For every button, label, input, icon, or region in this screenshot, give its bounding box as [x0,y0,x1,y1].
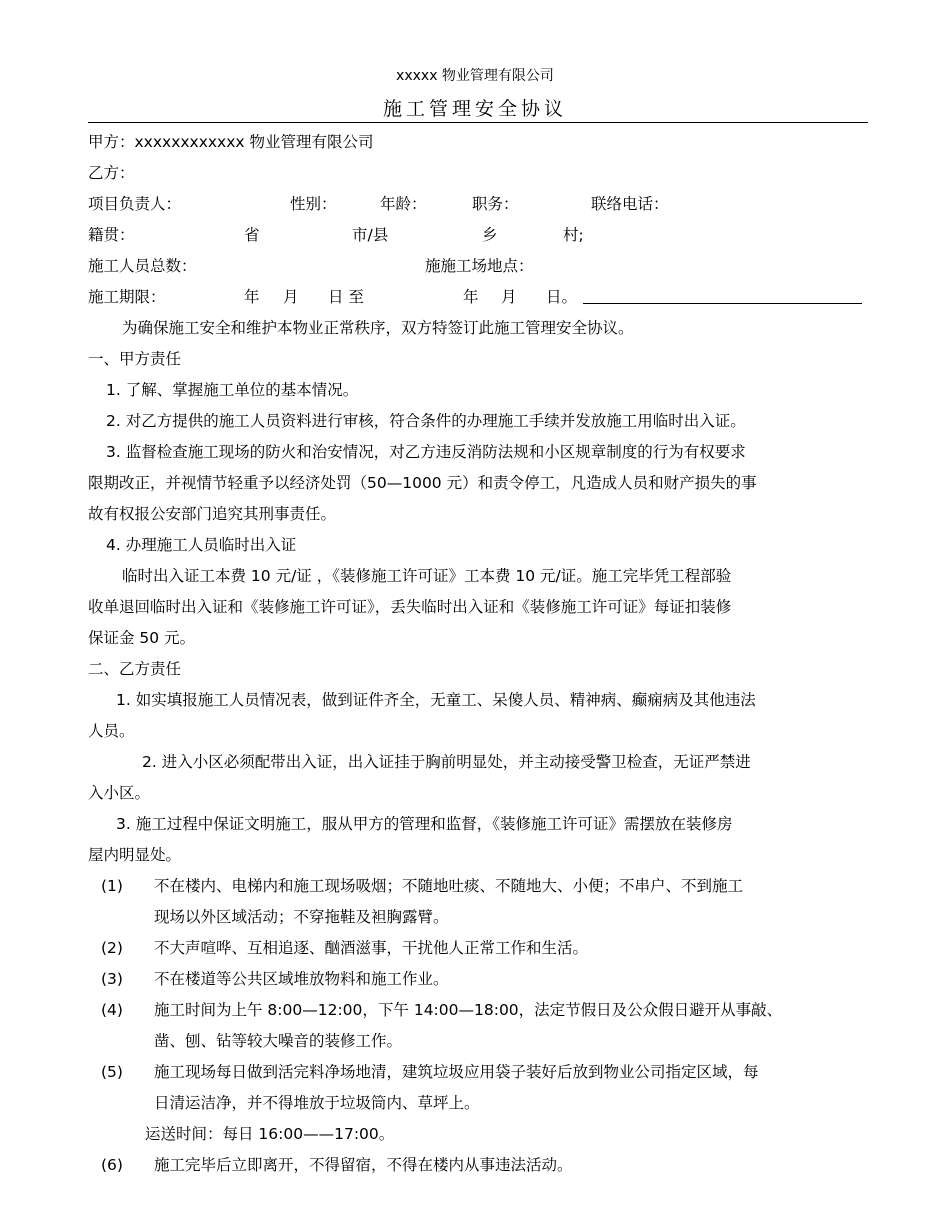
section-b-heading: 二、乙方责任 [88,660,182,678]
from-month-label: 月 [283,288,299,306]
section-a-item-3: 3. 监督检查施工现场的防火和治安情况，对乙方违反消防法规和小区规章制度的行为有权要求 [106,443,746,461]
section-a-heading: 一、甲方责任 [88,350,182,368]
rule-5-line-2: 日清运洁净，并不得堆放于垃圾筒内、草坪上。 [154,1094,480,1112]
rule-1-line-1: 不在楼内、电梯内和施工现场吸烟；不随地吐痰、不随地大、小便；不串户、不到施工 [154,877,744,895]
manager-label: 项目负责人： [88,195,182,213]
total-workers-label: 施工人员总数： [88,257,197,275]
section-a-item-4-detail-2: 收单退回临时出入证和《装修施工许可证》，丢失临时出入证和《装修施工许可证》每证扣装修 [88,598,732,616]
section-a-item-4-detail-1: 临时出入证工本费 10 元/证 ，《装修施工许可证》工本费 10 元/证。施工完毕凭工程部验 [122,567,732,585]
rule-1-number: (1) [101,877,123,895]
section-a-item-4: 4. 办理施工人员临时出入证 [106,536,297,554]
document-title: 施工管理安全协议 [382,98,567,120]
title-underline [88,122,868,123]
section-b-item-1: 1. 如实填报施工人员情况表，做到证件齐全，无童工、呆傻人员、精神病、癫痫病及其他违法 [116,691,756,709]
party-b-line: 乙方： [88,164,135,182]
rule-6-line-1: 施工完毕后立即离开，不得留宿，不得在楼内从事违法活动。 [154,1156,573,1174]
period-label: 施工期限： [88,288,166,306]
to-year-label: 年 [463,288,479,306]
rule-5-line-1: 施工现场每日做到活完料净场地清，建筑垃圾应用袋子装好后放到物业公司指定区域，每 [154,1063,759,1081]
transport-time-line: 运送时间：每日 16:00——17:00。 [145,1125,395,1143]
rule-4-number: (4) [101,1001,123,1019]
section-a-item-4-detail-3: 保证金 50 元。 [88,629,196,647]
party-a-line: 甲方：xxxxxxxxxxxx 物业管理有限公司 [88,133,374,151]
period-blank-line [583,303,862,304]
rule-4-line-2: 凿、刨、钻等较大噪音的装修工作。 [154,1032,403,1050]
province-label: 省 [244,226,260,244]
rule-5-number: (5) [101,1063,123,1081]
section-b-item-3-cont: 屋内明显处。 [88,846,182,864]
section-a-item-1: 1. 了解、掌握施工单位的基本情况。 [106,381,359,399]
age-label: 年龄： [380,195,427,213]
position-label: 职务： [472,195,519,213]
origin-label: 籍贯： [88,226,135,244]
section-a-item-3-cont-2: 故有权报公安部门追究其刑事责任。 [88,505,337,523]
to-month-label: 月 [501,288,517,306]
intro-paragraph: 为确保施工安全和维护本物业正常秩序，双方特签订此施工管理安全协议。 [122,319,634,337]
section-b-item-2: 2. 进入小区必须配带出入证，出入证挂于胸前明显处，并主动接受警卫检查，无证严禁进 [142,753,751,771]
rule-2-number: (2) [101,939,123,957]
section-a-item-2: 2. 对乙方提供的施工人员资料进行审核，符合条件的办理施工手续并发放施工用临时出入证。 [106,412,746,430]
site-location-label: 施施工场地点： [425,257,534,275]
rule-1-line-2: 现场以外区域活动；不穿拖鞋及袒胸露臂。 [154,908,449,926]
rule-2-line-1: 不大声喧哗、互相追逐、酗酒滋事，干扰他人正常工作和生活。 [154,939,589,957]
city-label: 市/县 [352,226,389,244]
rule-3-number: (3) [101,970,123,988]
header-company-name: xxxxx 物业管理有限公司 [396,68,554,84]
gender-label: 性别： [290,195,337,213]
phone-label: 联络电话： [591,195,669,213]
section-b-item-2-cont: 入小区。 [88,784,151,802]
section-b-item-3: 3. 施工过程中保证文明施工，服从甲方的管理和监督，《装修施工许可证》需摆放在装修房 [116,815,733,833]
section-a-item-3-cont-1: 限期改正，并视情节轻重予以经济处罚（50—1000 元）和责令停工，凡造成人员和财产损失的事 [88,474,757,492]
rule-4-line-1: 施工时间为上午 8:00—12:00，下午 14:00—18:00，法定节假日及公众假日避开从事敲、 [154,1001,783,1019]
to-day-label: 日。 [546,288,578,306]
township-label: 乡 [482,226,498,244]
from-day-label: 日 至 [328,288,364,306]
rule-3-line-1: 不在楼道等公共区域堆放物料和施工作业。 [154,970,449,988]
rule-6-number: (6) [101,1156,123,1174]
from-year-label: 年 [244,288,260,306]
village-label: 村; [563,226,584,244]
section-b-item-1-cont: 人员。 [88,722,135,740]
